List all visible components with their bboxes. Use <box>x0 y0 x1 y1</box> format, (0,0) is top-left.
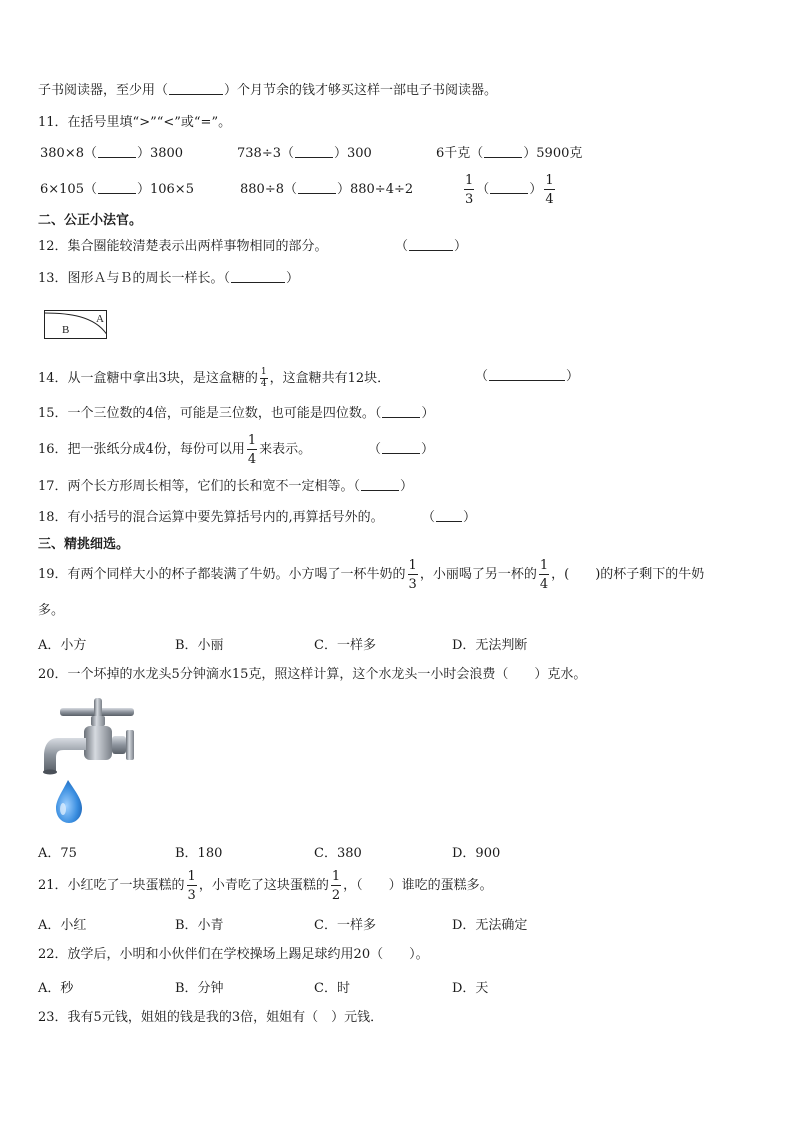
q22-option-a[interactable]: A．秒 <box>38 981 74 996</box>
q19-option-b[interactable]: B．小丽 <box>175 638 224 653</box>
answer-blank[interactable] <box>298 181 336 194</box>
q12: 12．集合圈能较清楚表示出两样事物相同的部分。 <box>38 239 328 254</box>
q11-item-3: 6千克（ ）5900克 <box>436 146 583 161</box>
rectangle-ab-figure <box>44 310 108 340</box>
label-a: A <box>96 313 104 325</box>
q22-option-d[interactable]: D．天 <box>452 981 489 996</box>
answer-blank[interactable] <box>409 238 453 251</box>
answer-blank[interactable] <box>295 145 333 158</box>
answer-blank[interactable] <box>382 405 420 418</box>
q11-item-5: 880÷8（ ）880÷4÷2 <box>240 182 414 197</box>
q15: 15．一个三位数的4倍，可能是三位数，也可能是四位数。（ ） <box>38 406 435 421</box>
q11-item-6: $\frac{1}{3}$ （ ） $\frac{1}{4}$ <box>465 172 554 207</box>
section-2-heading: 二、公正小法官。 <box>38 213 143 228</box>
q11-item-4: 6×105（ ）106×5 <box>40 182 194 197</box>
answer-blank[interactable] <box>361 478 399 491</box>
fraction: $\frac{1}{4}$ <box>539 557 549 592</box>
q22-option-c[interactable]: C．时 <box>314 981 350 996</box>
q12-answer: （ ） <box>395 239 468 254</box>
answer-blank[interactable] <box>98 181 136 194</box>
q20-option-d[interactable]: D．900 <box>452 846 501 861</box>
q21-option-b[interactable]: B．小青 <box>175 918 224 933</box>
q21-option-d[interactable]: D．无法确定 <box>452 918 528 933</box>
q19: 19．有两个同样大小的杯子都装满了牛奶。小方喝了一杯牛奶的 $\frac{1}{3}$ ，小丽喝了另一杯的 $\frac{1}{4}$ ，( )的杯子剩下的牛奶 <box>38 557 705 592</box>
q11-title: 11．在括号里填“>”“<”或“=”。 <box>38 115 232 130</box>
answer-blank[interactable] <box>382 441 420 454</box>
q14: 14．从一盒糖中拿出3块，是这盒糖的 $\frac{1}{4}$ ，这盒糖共有12块． <box>38 367 391 389</box>
q21-option-c[interactable]: C．一样多 <box>314 918 376 933</box>
q19-option-d[interactable]: D．无法判断 <box>452 638 528 653</box>
q20-option-a[interactable]: A．75 <box>38 846 77 861</box>
q20: 20．一个坏掉的水龙头5分钟滴水15克，照这样计算，这个水龙头一小时会浪费（ ）克水。 <box>38 667 587 682</box>
q21-option-a[interactable]: A．小红 <box>38 918 87 933</box>
q22: 22．放学后，小明和小伙伴们在学校操场上踢足球约用20（ ）。 <box>38 947 429 962</box>
fraction: $\frac{1}{2}$ <box>331 868 341 903</box>
fraction: $\frac{1}{3}$ <box>187 868 196 903</box>
fraction: $\frac{1}{4}$ <box>247 432 257 467</box>
q21: 21．小红吃了一块蛋糕的 $\frac{1}{3}$ ，小青吃了这块蛋糕的 $\frac{1}{2}$ ，（ ）谁吃的蛋糕多。 <box>38 868 493 903</box>
answer-blank[interactable] <box>490 181 528 194</box>
fraction: $\frac{1}{3}$ <box>465 172 474 207</box>
q11-item-1: 380×8（ ）3800 <box>40 146 184 161</box>
q19-line2: 多。 <box>38 603 65 618</box>
q16: 16．把一张纸分成4份，每份可以用 $\frac{1}{4}$ 来表示。 <box>38 432 312 467</box>
q18-answer: （ ） <box>422 510 477 525</box>
answer-blank[interactable] <box>169 82 223 95</box>
q10-tail: 子书阅读器，至少用（ ）个月节余的钱才够买这样一部电子书阅读器。 <box>38 83 498 98</box>
q16-answer: （ ） <box>368 442 435 457</box>
answer-blank[interactable] <box>436 509 462 522</box>
fraction: $\frac{1}{3}$ <box>408 557 417 592</box>
q13: 13．图形Ａ与Ｂ的周长一样长。（ ） <box>38 271 300 286</box>
q14-answer: （ ） <box>475 369 580 384</box>
q23: 23．我有5元钱，姐姐的钱是我的3倍，姐姐有（ ）元钱． <box>38 1010 384 1025</box>
q20-option-c[interactable]: C．380 <box>314 846 362 861</box>
answer-blank[interactable] <box>484 145 522 158</box>
q20-option-b[interactable]: B．180 <box>175 846 223 861</box>
section-3-heading: 三、精挑细选。 <box>38 537 130 552</box>
q18: 18．有小括号的混合运算中要先算括号内的,再算括号外的。 <box>38 510 384 525</box>
faucet-icon <box>36 696 146 831</box>
answer-blank[interactable] <box>489 368 565 381</box>
q11-item-2: 738÷3（ ）300 <box>237 146 372 161</box>
answer-blank[interactable] <box>98 145 136 158</box>
fraction: $\frac{1}{4}$ <box>545 172 554 207</box>
q17: 17．两个长方形周长相等，它们的长和宽不一定相等。（ ） <box>38 479 414 494</box>
label-b: B <box>62 324 70 336</box>
fraction: $\frac{1}{4}$ <box>260 367 267 389</box>
answer-blank[interactable] <box>231 270 285 283</box>
q19-option-a[interactable]: A．小方 <box>38 638 87 653</box>
q19-option-c[interactable]: C．一样多 <box>314 638 376 653</box>
q22-option-b[interactable]: B．分钟 <box>175 981 224 996</box>
